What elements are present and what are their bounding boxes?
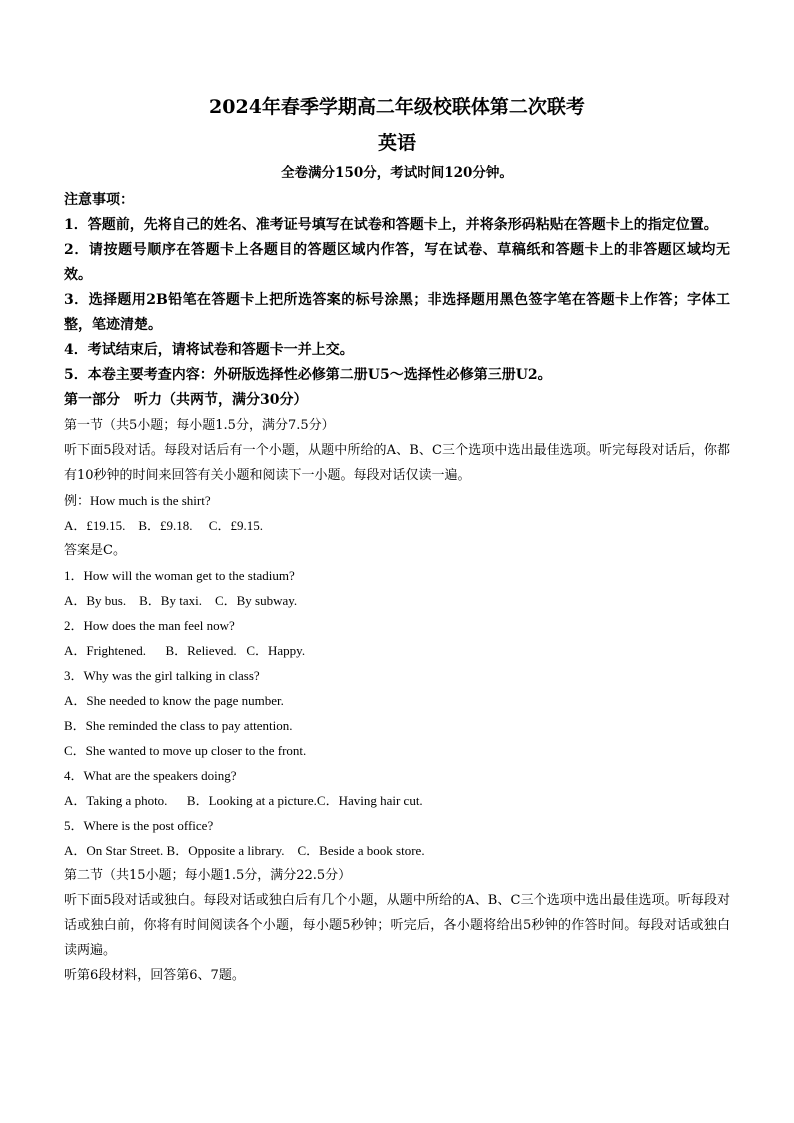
section2-prompt: 听第6段材料，回答第6、7题。 — [64, 968, 245, 983]
question-3: 3．Why was the girl talking in class? — [64, 668, 260, 683]
question-4-options: A．Taking a photo. B．Looking at a picture.C．Having hair cut. — [64, 793, 423, 808]
section1-instructions: 听下面5段对话。每段对话后有一个小题，从题中所给的A、B、C三个选项中选出最佳选项。听完每段对话后，你都有10秒钟的时间来回答有关小题和阅读下一小题。每段对话仅读一遍。 — [64, 443, 730, 483]
exam-subject: 英语 — [377, 132, 416, 154]
question-3-option-b: B．She reminded the class to pay attention. — [64, 718, 293, 733]
question-2: 2．How does the man feel now? — [64, 618, 235, 633]
example-options: A．£19.15. B．£9.18. C．£9.15. — [64, 518, 263, 533]
part1-heading: 第一部分 听力（共两节，满分30分） — [64, 392, 308, 408]
question-5-options: A．On Star Street. B．Opposite a library. C．Beside a book store. — [64, 843, 425, 858]
question-1-options: A．By bus. B．By taxi. C．By subway. — [64, 593, 298, 608]
notes-heading: 注意事项： — [64, 192, 134, 208]
section2-instructions: 听下面5段对话或独白。每段对话或独白后有几个小题，从题中所给的A、B、C三个选项中选出最佳选项。听每段对话或独白前，你将有时间阅读各个小题，每小题5秒钟；听完后，各小题将给出5秒钟的作答时间。每段对话或独白读两遍。 — [64, 893, 730, 958]
notes-section — [64, 188, 730, 388]
question-5: 5．Where is the post office? — [64, 818, 214, 833]
section1 — [64, 413, 730, 863]
section1-heading: 第一节（共5小题；每小题1.5分，满分7.5分） — [64, 418, 335, 433]
exam-meta: 全卷满分150分，考试时间120分钟。 — [281, 165, 513, 181]
example-question: 例：How much is the shirt? — [64, 493, 211, 508]
note-item: 4．考试结束后，请将试卷和答题卡一并上交。 — [64, 342, 354, 358]
question-4: 4．What are the speakers doing? — [64, 768, 237, 783]
example-answer: 答案是C。 — [64, 543, 126, 558]
note-item: 2．请按题号顺序在答题卡上各题目的答题区域内作答，写在试卷、草稿纸和答题卡上的非答题区域均无效。 — [64, 242, 730, 283]
question-3-option-c: C．She wanted to move up closer to the front. — [64, 743, 307, 758]
question-2-options: A．Frightened. B．Relieved. C．Happy. — [64, 643, 306, 658]
section2-heading: 第二节（共15小题；每小题1.5分，满分22.5分） — [64, 868, 352, 883]
note-item: 3．选择题用2B铅笔在答题卡上把所选答案的标号涂黑；非选择题用黑色签字笔在答题卡上作答；字体工整，笔迹清楚。 — [64, 292, 730, 333]
note-item: 5．本卷主要考查内容：外研版选择性必修第二册U5～选择性必修第三册U2。 — [64, 367, 552, 383]
section2 — [64, 863, 730, 988]
note-item: 1．答题前，先将自己的姓名、准考证号填写在试卷和答题卡上，并将条形码粘贴在答题卡上的指定位置。 — [64, 217, 718, 233]
exam-title: 2024年春季学期高二年级校联体第二次联考 — [209, 96, 585, 118]
question-3-option-a: A．She needed to know the page number. — [64, 693, 284, 708]
question-1: 1．How will the woman get to the stadium? — [64, 568, 295, 583]
